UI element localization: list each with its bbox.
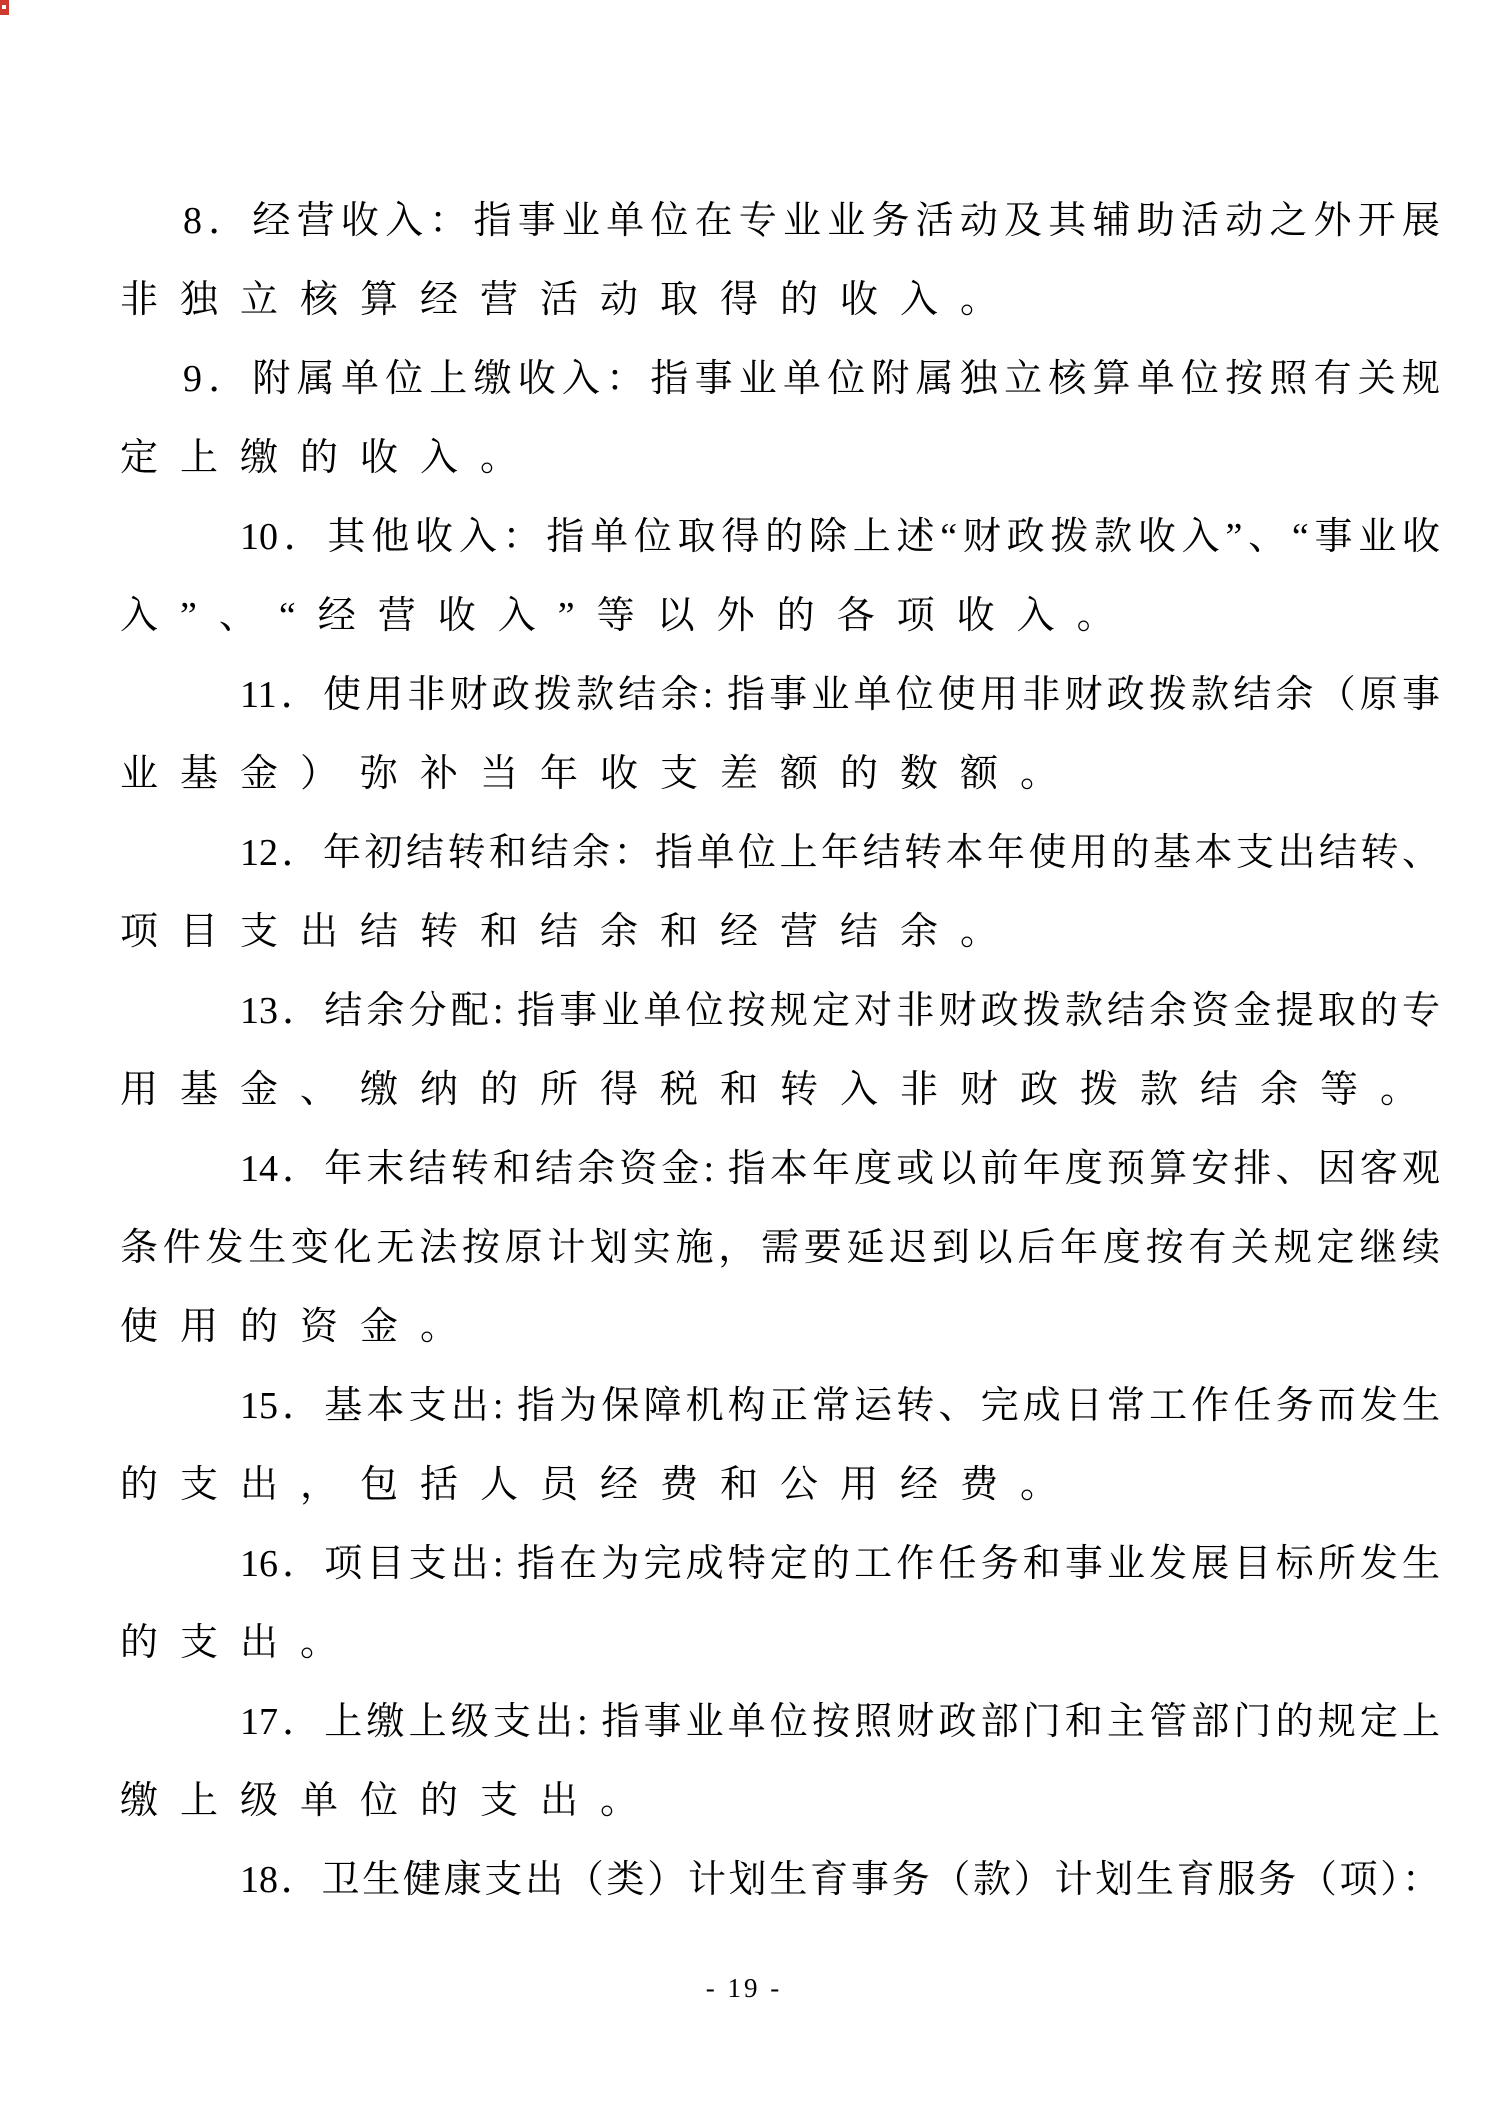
text-line: 8．经营收入：指事业单位在专业业务活动及其辅助活动之外开展 <box>183 200 1440 242</box>
text-line: 的支出。 <box>120 1622 361 1664</box>
text-line: 定上缴的收入。 <box>120 437 541 479</box>
text-line: 16．项目支出: 指在为完成特定的工作任务和事业发展目标所发生 <box>240 1543 1440 1585</box>
text-line: 项目支出结转和结余和经营结余。 <box>120 911 1021 953</box>
text-line: 条件发生变化无法按原计划实施，需要延迟到以后年度按有关规定继续 <box>120 1227 1440 1269</box>
text-line: 非独立核算经营活动取得的收入。 <box>120 279 1021 321</box>
text-line: 12．年初结转和结余：指单位上年结转本年使用的基本支出结转、 <box>240 832 1440 874</box>
text-line: 用基金、缴纳的所得税和转入非财政拨款结余等。 <box>120 1069 1441 1111</box>
glossary-item-8 <box>120 182 1440 340</box>
text-line: 的支出，包括人员经费和公用经费。 <box>120 1464 1081 1506</box>
glossary-item-13 <box>120 972 1440 1130</box>
document-body <box>120 182 1440 1920</box>
glossary-item-9 <box>120 340 1440 498</box>
page-number: - 19 - <box>705 1973 783 2003</box>
glossary-item-11 <box>120 656 1440 814</box>
scan-artifact <box>0 0 9 15</box>
text-line: 14．年末结转和结余资金: 指本年度或以前年度预算安排、因客观 <box>240 1148 1440 1190</box>
glossary-item-17 <box>120 1683 1440 1841</box>
text-line: 15．基本支出: 指为保障机构正常运转、完成日常工作任务而发生 <box>240 1385 1440 1427</box>
glossary-item-14 <box>120 1130 1440 1367</box>
text-line: 9．附属单位上缴收入：指事业单位附属独立核算单位按照有关规 <box>183 358 1440 400</box>
text-line: 13．结余分配: 指事业单位按规定对非财政拨款结余资金提取的专 <box>240 990 1440 1032</box>
glossary-item-18 <box>120 1841 1440 1920</box>
text-line: 18．卫生健康支出（类）计划生育事务（款）计划生育服务（项）： <box>240 1859 1440 1901</box>
text-line: 11．使用非财政拨款结余: 指事业单位使用非财政拨款结余（原事 <box>240 674 1440 716</box>
glossary-item-16 <box>120 1525 1440 1683</box>
text-line: 使用的资金。 <box>120 1306 481 1348</box>
text-line: 17．上缴上级支出: 指事业单位按照财政部门和主管部门的规定上 <box>240 1701 1440 1743</box>
glossary-item-15 <box>120 1367 1440 1525</box>
text-line: 入”、“经营收入”等以外的各项收入。 <box>120 595 1137 637</box>
glossary-item-10 <box>120 498 1440 656</box>
glossary-item-12 <box>120 814 1440 972</box>
text-line: 缴上级单位的支出。 <box>120 1780 661 1822</box>
text-line: 10．其他收入：指单位取得的除上述“财政拨款收入”、“事业收 <box>240 516 1440 558</box>
text-line: 业基金）弥补当年收支差额的数额。 <box>120 753 1081 795</box>
